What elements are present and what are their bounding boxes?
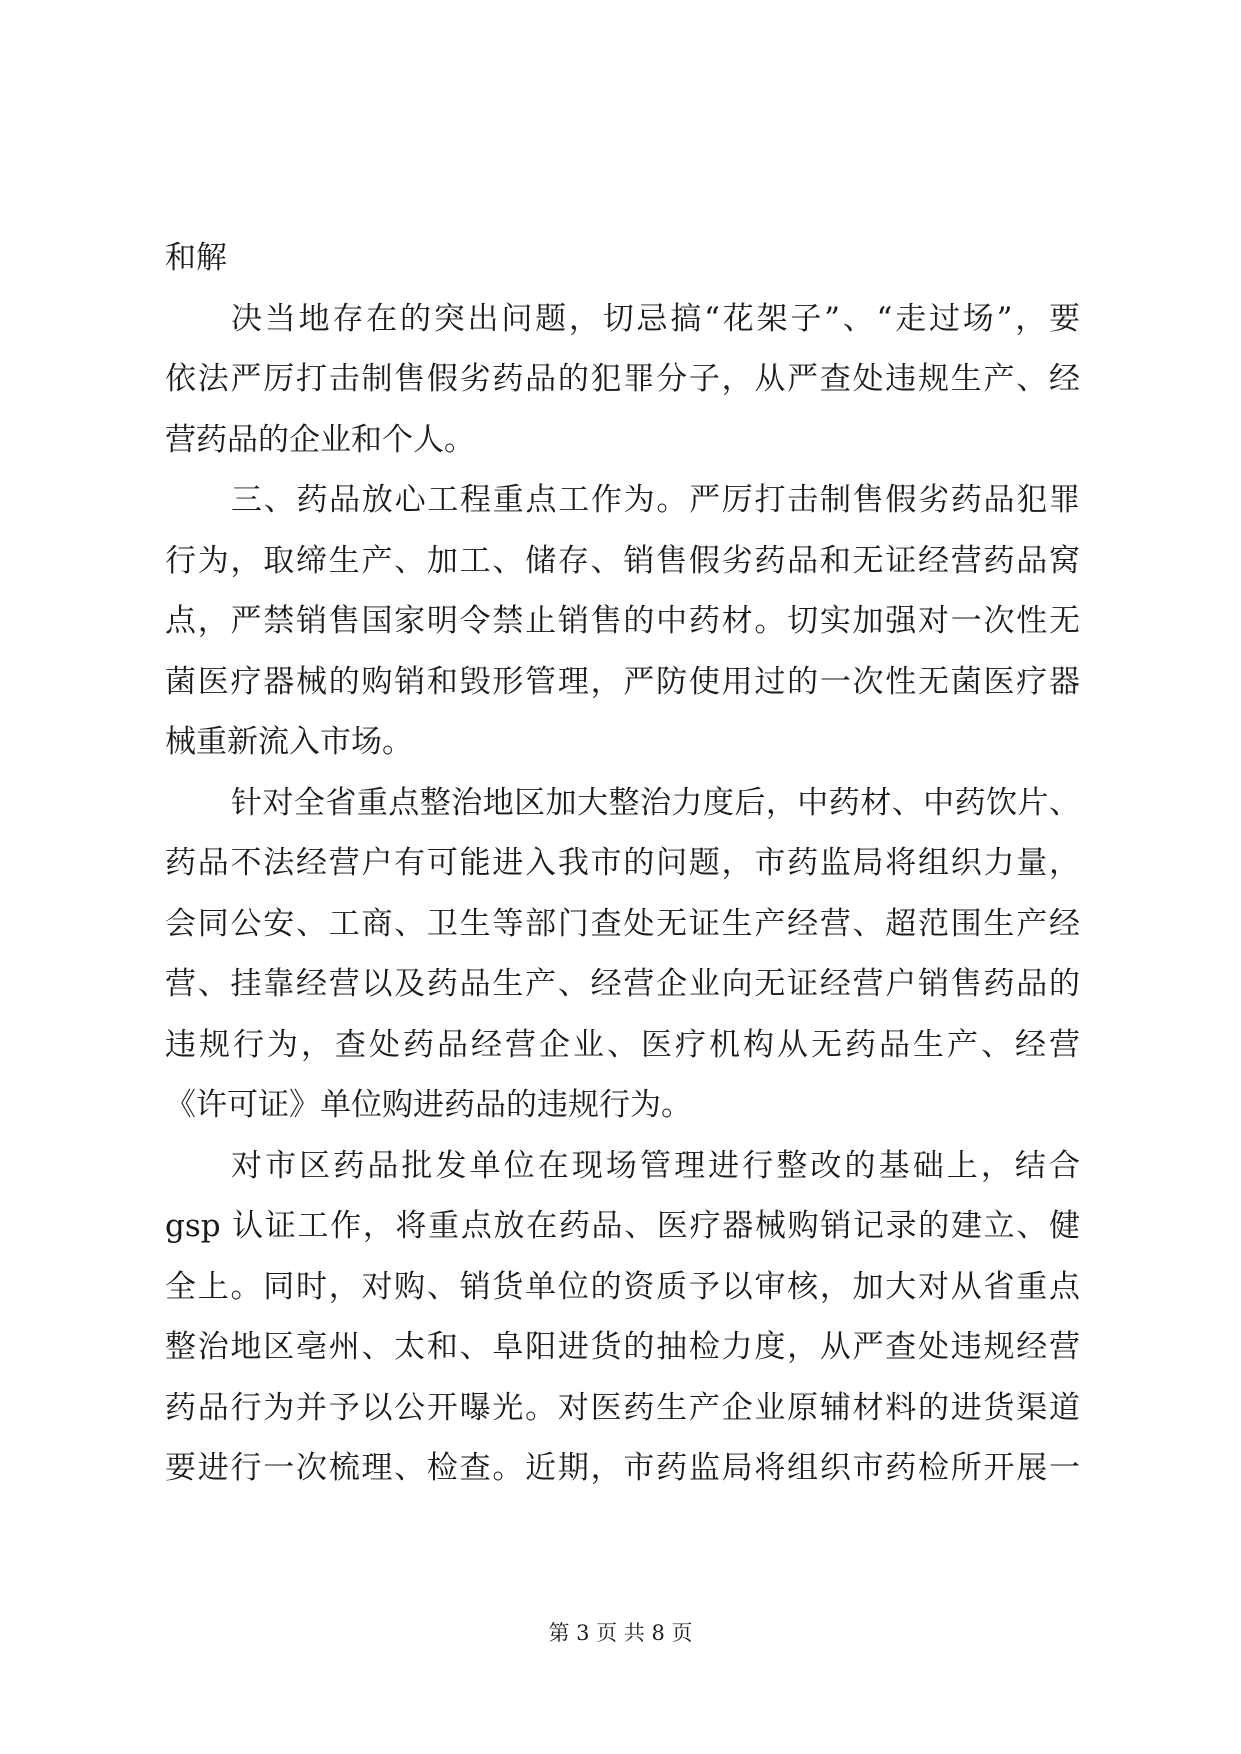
text-line: 会同公安、工商、卫生等部门查处无证生产经营、超范围生产经: [165, 905, 1080, 942]
text-line: 营药品的企业和个人。: [165, 421, 475, 458]
text-line: 违规行为，查处药品经营企业、医疗机构从无药品生产、经营: [165, 1026, 1080, 1063]
page-number-footer: 第 3 页 共 8 页: [548, 1621, 693, 1645]
text-line: 《许可证》单位购进药品的违规行为。: [165, 1087, 692, 1123]
text-line: 行为，取缔生产、加工、储存、销售假劣药品和无证经营药品窝: [165, 542, 1080, 579]
text-line: 整治地区亳州、太和、阜阳进货的抽检力度，从严查处违规经营: [165, 1329, 1080, 1365]
text-line: 要进行一次梳理、检查。近期，市药监局将组织市药检所开展一: [165, 1450, 1080, 1486]
text-line: 三、药品放心工程重点工作为。严厉打击制售假劣药品犯罪: [231, 482, 1080, 518]
text-line: 和解: [165, 240, 227, 276]
text-line: 药品行为并予以公开曝光。对医药生产企业原辅材料的进货渠道: [165, 1389, 1080, 1426]
text-line: 营、挂靠经营以及药品生产、经营企业向无证经营户销售药品的: [165, 966, 1080, 1002]
document-body: [165, 228, 1080, 1499]
text-line: 依法严厉打击制售假劣药品的犯罪分子，从严查处违规生产、经: [165, 361, 1080, 397]
text-line: 药品不法经营户有可能进入我市的问题，市药监局将组织力量，: [165, 845, 1080, 881]
text-line: 全上。同时，对购、销货单位的资质予以审核，加大对从省重点: [165, 1268, 1080, 1305]
text-line: 决当地存在的突出问题，切忌搞“花架子”、“走过场”，要: [231, 300, 1080, 337]
text-line: 械重新流入市场。: [165, 724, 413, 760]
text-line: 针对全省重点整治地区加大整治力度后，中药材、中药饮片、: [231, 784, 1080, 821]
text-line: 对市区药品批发单位在现场管理进行整改的基础上，结合: [231, 1147, 1080, 1184]
text-line: 菌医疗器械的购销和毁形管理，严防使用过的一次性无菌医疗器: [165, 663, 1080, 700]
text-line: 点，严禁销售国家明令禁止销售的中药材。切实加强对一次性无: [165, 603, 1080, 639]
text-line: gsp 认证工作，将重点放在药品、医疗器械购销记录的建立、健: [165, 1208, 1080, 1244]
